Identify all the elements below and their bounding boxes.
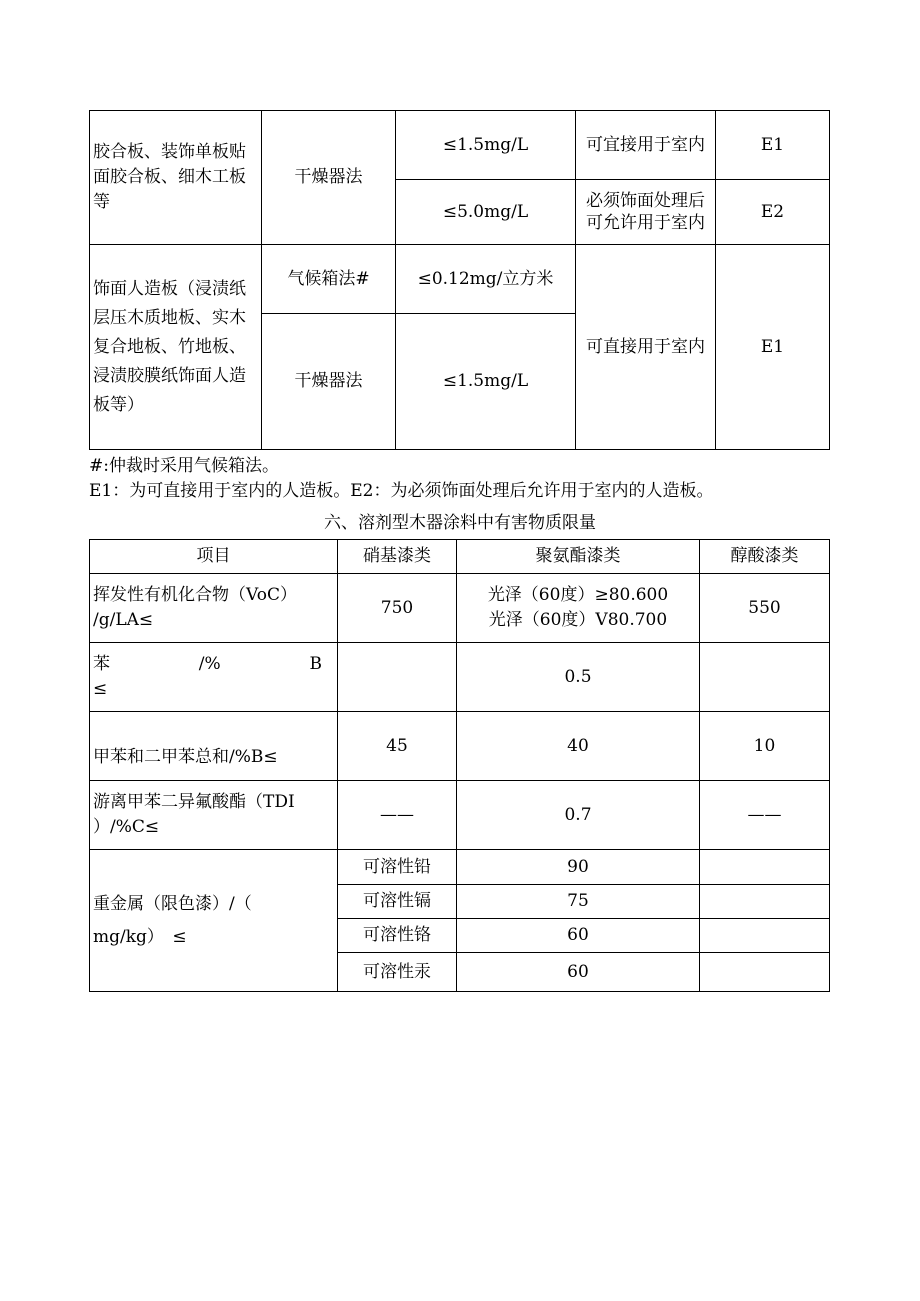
value-cell: ——: [700, 781, 830, 850]
value-cell: 0.5: [457, 643, 700, 712]
item-line: /g/LA≤: [93, 610, 154, 630]
item-cell-toluene: 甲苯和二甲苯总和/%B≤: [90, 712, 338, 781]
footnote-grades: E1：为可直接用于室内的人造板。E2：为必须饰面处理后允许用于室内的人造板。: [89, 481, 714, 501]
value-cell: 45: [338, 712, 457, 781]
item-cell-benzene: [90, 643, 338, 712]
header-cell: 硝基漆类: [338, 540, 457, 574]
value-cell: 60: [457, 953, 700, 992]
grade-cell: E1: [716, 245, 830, 450]
item-cell-heavy-metals: [90, 850, 338, 992]
value-cell: [700, 643, 830, 712]
value-line: 光泽（60度）V80.700: [488, 610, 668, 630]
header-cell: 醇酸漆类: [700, 540, 830, 574]
value-cell: 40: [457, 712, 700, 781]
value-cell: 750: [338, 574, 457, 643]
coatings-table: [89, 539, 830, 992]
footnote-hash: #:仲裁时采用气候箱法。: [89, 456, 279, 476]
limit-cell: ≤0.12mg/立方米: [396, 245, 576, 314]
metal-name-cell: 可溶性铅: [338, 850, 457, 885]
metal-name-cell: 可溶性铬: [338, 919, 457, 953]
limit-cell: ≤5.0mg/L: [396, 180, 576, 245]
limit-cell: ≤1.5mg/L: [396, 111, 576, 180]
item-line: 重金属（限色漆）/（: [93, 893, 252, 914]
value-cell: 0.7: [457, 781, 700, 850]
usage-cell: 可宜接用于室内: [576, 111, 716, 180]
header-cell: 项目: [90, 540, 338, 574]
method-cell: 干燥器法: [262, 111, 396, 245]
value-cell: 60: [457, 919, 700, 953]
value-line: 光泽（60度）≥80.600: [487, 585, 669, 605]
method-cell: 气候箱法#: [262, 245, 396, 314]
item-text: B: [309, 654, 322, 674]
grade-cell: E1: [716, 111, 830, 180]
value-cell: 550: [700, 574, 830, 643]
method-cell: 干燥器法: [262, 314, 396, 450]
metal-name-cell: 可溶性镉: [338, 885, 457, 919]
value-cell: [700, 919, 830, 953]
section-title: 六、溶剂型木器涂料中有害物质限量: [324, 513, 596, 533]
item-cell-tdi: [90, 781, 338, 850]
item-line: mg/kg） ≤: [93, 926, 187, 947]
value-cell: [338, 643, 457, 712]
value-cell: 10: [700, 712, 830, 781]
header-cell: 聚氨酯漆类: [457, 540, 700, 574]
material-cell: 胶合板、装饰单板贴面胶合板、细木工板等: [90, 111, 262, 245]
value-cell: [700, 953, 830, 992]
value-cell: ——: [338, 781, 457, 850]
value-cell: [700, 850, 830, 885]
value-cell: [457, 574, 700, 643]
item-text: /%: [198, 654, 221, 674]
usage-cell: 可直接用于室内: [576, 245, 716, 450]
item-line: 挥发性有机化合物（VoC）: [93, 585, 297, 605]
item-line: 游离甲苯二异氟酸酯（TDI: [93, 792, 295, 812]
material-cell: 饰面人造板（浸渍纸层压木质地板、实木复合地板、竹地板、浸渍胶膜纸饰面人造板等）: [90, 245, 262, 450]
metal-name-cell: 可溶性汞: [338, 953, 457, 992]
item-line: ）/%C≤: [93, 817, 160, 837]
formaldehyde-table: [89, 110, 830, 450]
value-cell: [700, 885, 830, 919]
item-text: 苯: [93, 654, 110, 674]
value-cell: 75: [457, 885, 700, 919]
value-cell: 90: [457, 850, 700, 885]
grade-cell: E2: [716, 180, 830, 245]
usage-cell: 必须饰面处理后可允许用于室内: [576, 180, 716, 245]
limit-cell: ≤1.5mg/L: [396, 314, 576, 450]
item-cell-voc: [90, 574, 338, 643]
item-line: ≤: [93, 679, 108, 699]
